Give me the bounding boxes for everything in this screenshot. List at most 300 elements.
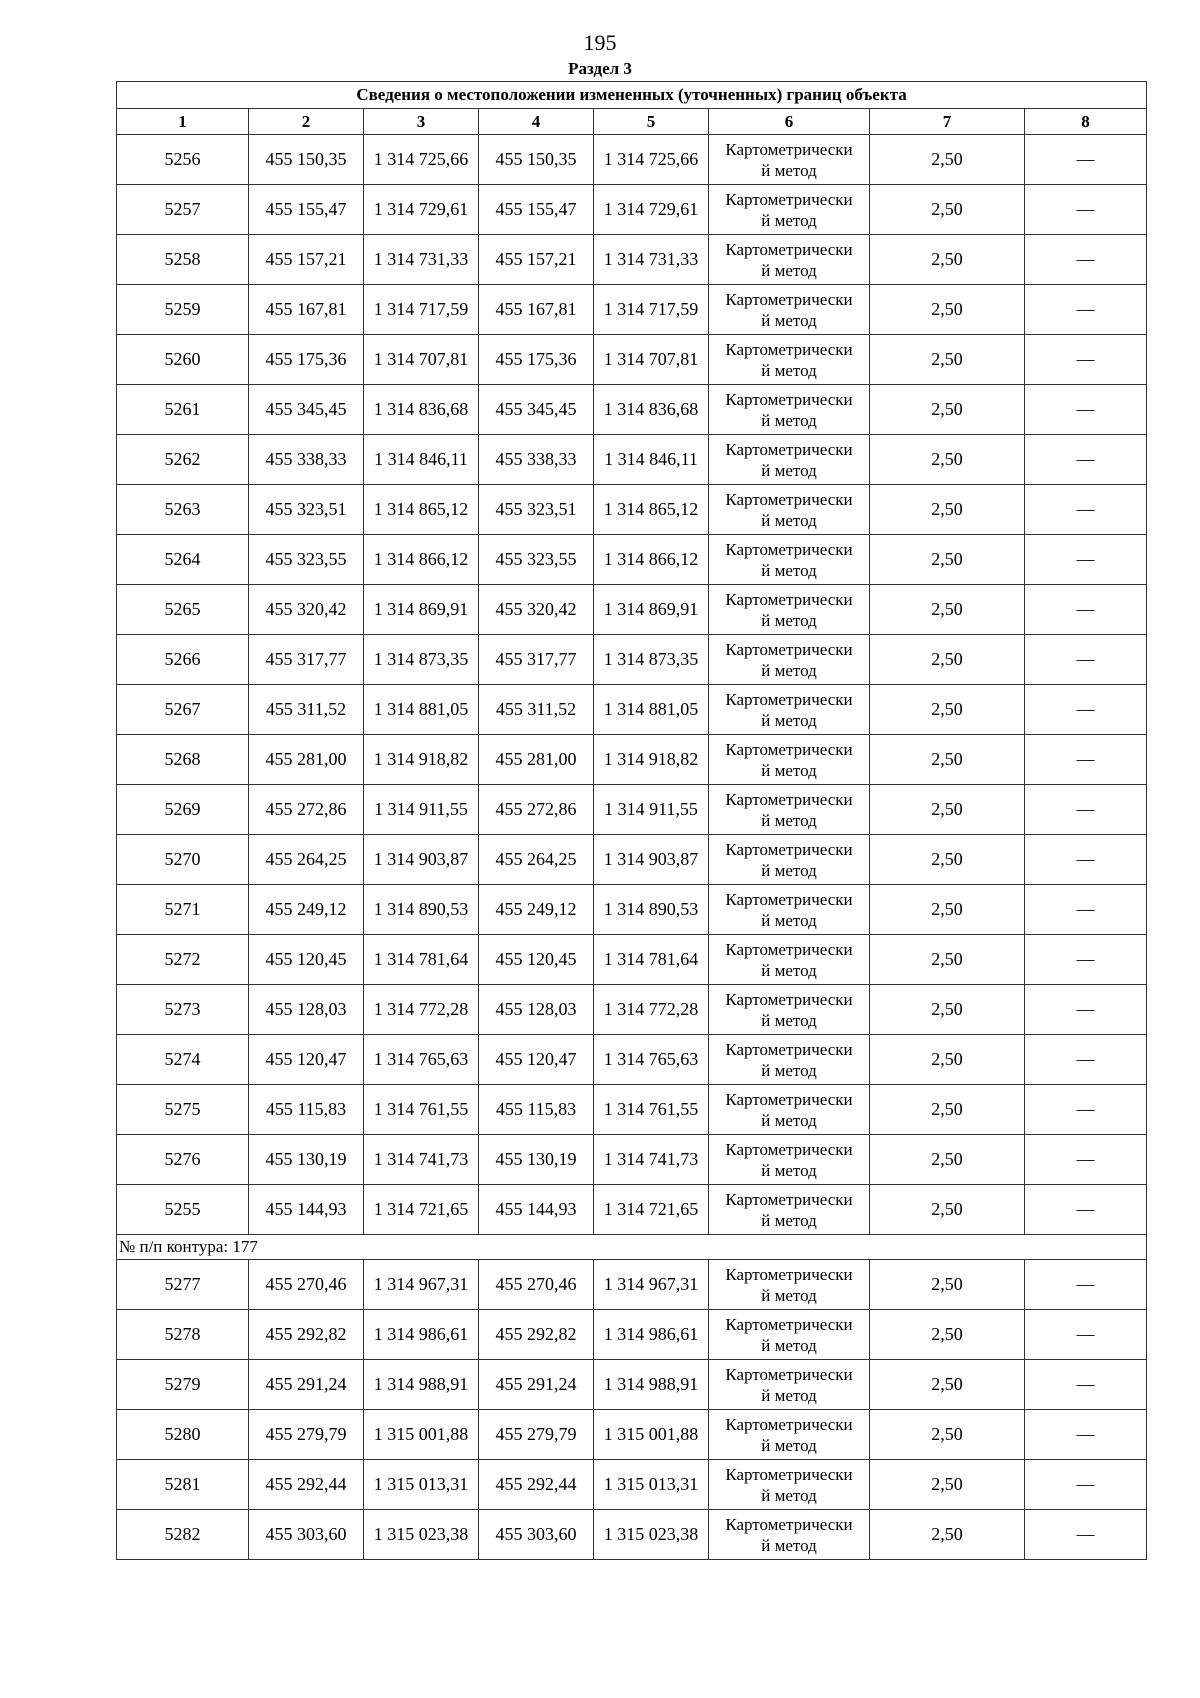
page-number: 195 bbox=[583, 30, 617, 55]
x-refined-cell: 455 150,35 bbox=[479, 135, 594, 185]
description-cell: — bbox=[1025, 1260, 1147, 1310]
method-cell bbox=[709, 285, 870, 335]
y-refined-cell: 1 314 903,87 bbox=[594, 835, 709, 885]
method-line: Картометрически bbox=[725, 489, 853, 509]
description-cell: — bbox=[1025, 1310, 1147, 1360]
accuracy-cell: 2,50 bbox=[870, 1035, 1025, 1085]
method-cell bbox=[709, 335, 870, 385]
description-cell: — bbox=[1025, 1135, 1147, 1185]
y-refined-cell: 1 314 717,59 bbox=[594, 285, 709, 335]
y-existing-cell: 1 314 765,63 bbox=[364, 1035, 479, 1085]
point-number-cell: 5281 bbox=[117, 1460, 249, 1510]
method-line: Картометрически bbox=[725, 639, 853, 659]
x-existing-cell: 455 323,55 bbox=[249, 535, 364, 585]
method-line: й метод bbox=[761, 1210, 817, 1230]
description-cell: — bbox=[1025, 1185, 1147, 1235]
column-number: 2 bbox=[249, 109, 364, 135]
method-line: Картометрически bbox=[725, 989, 853, 1009]
method-line: й метод bbox=[761, 460, 817, 480]
x-existing-cell: 455 338,33 bbox=[249, 435, 364, 485]
method-line: й метод bbox=[761, 860, 817, 880]
description-cell: — bbox=[1025, 235, 1147, 285]
table-row bbox=[117, 1035, 1147, 1085]
description-cell: — bbox=[1025, 185, 1147, 235]
y-refined-cell: 1 314 911,55 bbox=[594, 785, 709, 835]
x-refined-cell: 455 281,00 bbox=[479, 735, 594, 785]
x-refined-cell: 455 157,21 bbox=[479, 235, 594, 285]
x-refined-cell: 455 291,24 bbox=[479, 1360, 594, 1410]
y-refined-cell: 1 314 866,12 bbox=[594, 535, 709, 585]
point-number-cell: 5263 bbox=[117, 485, 249, 535]
y-refined-cell: 1 314 890,53 bbox=[594, 885, 709, 935]
method-cell bbox=[709, 1185, 870, 1235]
point-number-cell: 5276 bbox=[117, 1135, 249, 1185]
description-cell: — bbox=[1025, 1360, 1147, 1410]
method-line: Картометрически bbox=[725, 1139, 853, 1159]
x-refined-cell: 455 115,83 bbox=[479, 1085, 594, 1135]
description-cell: — bbox=[1025, 885, 1147, 935]
point-number-cell: 5266 bbox=[117, 635, 249, 685]
table-row bbox=[117, 785, 1147, 835]
table-row bbox=[117, 485, 1147, 535]
method-line: Картометрически bbox=[725, 1314, 853, 1334]
table-row bbox=[117, 1260, 1147, 1310]
method-line: й метод bbox=[761, 410, 817, 430]
point-number-cell: 5282 bbox=[117, 1510, 249, 1560]
method-cell bbox=[709, 585, 870, 635]
method-cell bbox=[709, 1510, 870, 1560]
x-existing-cell: 455 291,24 bbox=[249, 1360, 364, 1410]
accuracy-cell: 2,50 bbox=[870, 885, 1025, 935]
method-line: й метод bbox=[761, 1060, 817, 1080]
table-row bbox=[117, 285, 1147, 335]
x-refined-cell: 455 128,03 bbox=[479, 985, 594, 1035]
point-number-cell: 5267 bbox=[117, 685, 249, 735]
column-number: 3 bbox=[364, 109, 479, 135]
method-line: Картометрически bbox=[725, 1264, 853, 1284]
description-cell: — bbox=[1025, 485, 1147, 535]
x-refined-cell: 455 323,51 bbox=[479, 485, 594, 535]
x-refined-cell: 455 249,12 bbox=[479, 885, 594, 935]
y-refined-cell: 1 314 865,12 bbox=[594, 485, 709, 535]
column-number: 1 bbox=[117, 109, 249, 135]
method-line: й метод bbox=[761, 1385, 817, 1405]
table-row bbox=[117, 685, 1147, 735]
method-line: й метод bbox=[761, 710, 817, 730]
x-refined-cell: 455 130,19 bbox=[479, 1135, 594, 1185]
point-number-cell: 5274 bbox=[117, 1035, 249, 1085]
method-line: Картометрически bbox=[725, 1414, 853, 1434]
y-refined-cell: 1 314 869,91 bbox=[594, 585, 709, 635]
y-existing-cell: 1 314 781,64 bbox=[364, 935, 479, 985]
y-existing-cell: 1 314 873,35 bbox=[364, 635, 479, 685]
y-refined-cell: 1 314 836,68 bbox=[594, 385, 709, 435]
accuracy-cell: 2,50 bbox=[870, 185, 1025, 235]
method-line: й метод bbox=[761, 660, 817, 680]
description-cell: — bbox=[1025, 735, 1147, 785]
description-cell: — bbox=[1025, 1085, 1147, 1135]
description-cell: — bbox=[1025, 585, 1147, 635]
point-number-cell: 5255 bbox=[117, 1185, 249, 1235]
y-refined-cell: 1 314 918,82 bbox=[594, 735, 709, 785]
method-line: Картометрически bbox=[725, 739, 853, 759]
point-number-cell: 5258 bbox=[117, 235, 249, 285]
accuracy-cell: 2,50 bbox=[870, 1510, 1025, 1560]
table-row bbox=[117, 935, 1147, 985]
y-existing-cell: 1 314 721,65 bbox=[364, 1185, 479, 1235]
column-number: 6 bbox=[709, 109, 870, 135]
method-cell bbox=[709, 1135, 870, 1185]
y-refined-cell: 1 314 781,64 bbox=[594, 935, 709, 985]
table-row bbox=[117, 235, 1147, 285]
method-line: й метод bbox=[761, 1110, 817, 1130]
y-refined-cell: 1 314 986,61 bbox=[594, 1310, 709, 1360]
table-row bbox=[117, 535, 1147, 585]
x-refined-cell: 455 320,42 bbox=[479, 585, 594, 635]
y-refined-cell: 1 314 741,73 bbox=[594, 1135, 709, 1185]
contour-row bbox=[117, 1235, 1147, 1260]
method-line: й метод bbox=[761, 160, 817, 180]
accuracy-cell: 2,50 bbox=[870, 1310, 1025, 1360]
accuracy-cell: 2,50 bbox=[870, 1135, 1025, 1185]
method-line: й метод bbox=[761, 1010, 817, 1030]
accuracy-cell: 2,50 bbox=[870, 1360, 1025, 1410]
accuracy-cell: 2,50 bbox=[870, 1085, 1025, 1135]
method-line: й метод bbox=[761, 610, 817, 630]
y-existing-cell: 1 314 890,53 bbox=[364, 885, 479, 935]
y-existing-cell: 1 314 918,82 bbox=[364, 735, 479, 785]
x-refined-cell: 455 279,79 bbox=[479, 1410, 594, 1460]
table-row bbox=[117, 335, 1147, 385]
method-line: Картометрически bbox=[725, 389, 853, 409]
x-existing-cell: 455 272,86 bbox=[249, 785, 364, 835]
description-cell: — bbox=[1025, 1460, 1147, 1510]
method-line: й метод bbox=[761, 360, 817, 380]
x-existing-cell: 455 281,00 bbox=[249, 735, 364, 785]
x-refined-cell: 455 144,93 bbox=[479, 1185, 594, 1235]
method-cell bbox=[709, 985, 870, 1035]
method-line: й метод bbox=[761, 760, 817, 780]
point-number-cell: 5269 bbox=[117, 785, 249, 835]
description-cell: — bbox=[1025, 285, 1147, 335]
method-line: Картометрически bbox=[725, 1089, 853, 1109]
method-line: Картометрически bbox=[725, 539, 853, 559]
method-line: Картометрически bbox=[725, 1039, 853, 1059]
accuracy-cell: 2,50 bbox=[870, 285, 1025, 335]
method-line: Картометрически bbox=[725, 1514, 853, 1534]
y-refined-cell: 1 314 846,11 bbox=[594, 435, 709, 485]
table-row bbox=[117, 1410, 1147, 1460]
accuracy-cell: 2,50 bbox=[870, 385, 1025, 435]
table-row bbox=[117, 1135, 1147, 1185]
table-row bbox=[117, 1460, 1147, 1510]
accuracy-cell: 2,50 bbox=[870, 235, 1025, 285]
point-number-cell: 5257 bbox=[117, 185, 249, 235]
table-row bbox=[117, 735, 1147, 785]
point-number-cell: 5268 bbox=[117, 735, 249, 785]
method-line: й метод bbox=[761, 960, 817, 980]
y-existing-cell: 1 314 988,91 bbox=[364, 1360, 479, 1410]
x-refined-cell: 455 167,81 bbox=[479, 285, 594, 335]
point-number-cell: 5279 bbox=[117, 1360, 249, 1410]
column-number: 8 bbox=[1025, 109, 1147, 135]
x-refined-cell: 455 303,60 bbox=[479, 1510, 594, 1560]
y-existing-cell: 1 314 865,12 bbox=[364, 485, 479, 535]
description-cell: — bbox=[1025, 1035, 1147, 1085]
point-number-cell: 5270 bbox=[117, 835, 249, 885]
method-cell bbox=[709, 1460, 870, 1510]
point-number-cell: 5261 bbox=[117, 385, 249, 435]
y-refined-cell: 1 314 761,55 bbox=[594, 1085, 709, 1135]
method-line: Картометрически bbox=[725, 889, 853, 909]
y-existing-cell: 1 315 001,88 bbox=[364, 1410, 479, 1460]
x-existing-cell: 455 155,47 bbox=[249, 185, 364, 235]
method-line: й метод bbox=[761, 1160, 817, 1180]
method-cell bbox=[709, 1260, 870, 1310]
accuracy-cell: 2,50 bbox=[870, 935, 1025, 985]
x-refined-cell: 455 175,36 bbox=[479, 335, 594, 385]
method-line: Картометрически bbox=[725, 239, 853, 259]
method-line: й метод bbox=[761, 560, 817, 580]
x-existing-cell: 455 130,19 bbox=[249, 1135, 364, 1185]
y-existing-cell: 1 314 717,59 bbox=[364, 285, 479, 335]
table-row bbox=[117, 585, 1147, 635]
accuracy-cell: 2,50 bbox=[870, 535, 1025, 585]
method-line: й метод bbox=[761, 1335, 817, 1355]
method-cell bbox=[709, 1085, 870, 1135]
method-line: Картометрически bbox=[725, 589, 853, 609]
method-line: Картометрически bbox=[725, 289, 853, 309]
method-line: Картометрически bbox=[725, 139, 853, 159]
y-existing-cell: 1 314 731,33 bbox=[364, 235, 479, 285]
y-refined-cell: 1 314 873,35 bbox=[594, 635, 709, 685]
x-existing-cell: 455 317,77 bbox=[249, 635, 364, 685]
y-refined-cell: 1 314 967,31 bbox=[594, 1260, 709, 1310]
y-existing-cell: 1 315 013,31 bbox=[364, 1460, 479, 1510]
method-cell bbox=[709, 1360, 870, 1410]
method-line: й метод bbox=[761, 1435, 817, 1455]
y-refined-cell: 1 315 013,31 bbox=[594, 1460, 709, 1510]
table-row bbox=[117, 635, 1147, 685]
method-cell bbox=[709, 685, 870, 735]
table-row bbox=[117, 185, 1147, 235]
accuracy-cell: 2,50 bbox=[870, 685, 1025, 735]
method-line: Картометрически bbox=[725, 1189, 853, 1209]
accuracy-cell: 2,50 bbox=[870, 485, 1025, 535]
accuracy-cell: 2,50 bbox=[870, 135, 1025, 185]
y-refined-cell: 1 314 707,81 bbox=[594, 335, 709, 385]
accuracy-cell: 2,50 bbox=[870, 835, 1025, 885]
column-number: 5 bbox=[594, 109, 709, 135]
table-row bbox=[117, 885, 1147, 935]
accuracy-cell: 2,50 bbox=[870, 335, 1025, 385]
table-row bbox=[117, 1360, 1147, 1410]
column-number: 7 bbox=[870, 109, 1025, 135]
x-existing-cell: 455 279,79 bbox=[249, 1410, 364, 1460]
boundary-coordinates-table bbox=[116, 81, 1147, 1560]
description-cell: — bbox=[1025, 935, 1147, 985]
table-row bbox=[117, 135, 1147, 185]
point-number-cell: 5262 bbox=[117, 435, 249, 485]
method-cell bbox=[709, 1310, 870, 1360]
description-cell: — bbox=[1025, 785, 1147, 835]
y-existing-cell: 1 314 911,55 bbox=[364, 785, 479, 835]
x-existing-cell: 455 303,60 bbox=[249, 1510, 364, 1560]
method-cell bbox=[709, 885, 870, 935]
method-line: й метод bbox=[761, 1535, 817, 1555]
accuracy-cell: 2,50 bbox=[870, 785, 1025, 835]
point-number-cell: 5260 bbox=[117, 335, 249, 385]
method-line: Картометрически bbox=[725, 339, 853, 359]
accuracy-cell: 2,50 bbox=[870, 435, 1025, 485]
method-line: Картометрически bbox=[725, 1364, 853, 1384]
table-row bbox=[117, 985, 1147, 1035]
x-existing-cell: 455 144,93 bbox=[249, 1185, 364, 1235]
x-existing-cell: 455 120,45 bbox=[249, 935, 364, 985]
description-cell: — bbox=[1025, 535, 1147, 585]
description-cell: — bbox=[1025, 385, 1147, 435]
y-existing-cell: 1 314 986,61 bbox=[364, 1310, 479, 1360]
y-existing-cell: 1 314 881,05 bbox=[364, 685, 479, 735]
method-line: й метод bbox=[761, 1285, 817, 1305]
point-number-cell: 5272 bbox=[117, 935, 249, 985]
x-refined-cell: 455 338,33 bbox=[479, 435, 594, 485]
point-number-cell: 5271 bbox=[117, 885, 249, 935]
x-existing-cell: 455 323,51 bbox=[249, 485, 364, 535]
y-existing-cell: 1 314 836,68 bbox=[364, 385, 479, 435]
y-existing-cell: 1 314 707,81 bbox=[364, 335, 479, 385]
point-number-cell: 5277 bbox=[117, 1260, 249, 1310]
table-caption: Сведения о местоположении измененных (уточненных) границ объекта bbox=[117, 82, 1147, 109]
method-cell bbox=[709, 785, 870, 835]
y-existing-cell: 1 315 023,38 bbox=[364, 1510, 479, 1560]
x-existing-cell: 455 292,44 bbox=[249, 1460, 364, 1510]
y-refined-cell: 1 314 729,61 bbox=[594, 185, 709, 235]
description-cell: — bbox=[1025, 135, 1147, 185]
y-refined-cell: 1 314 988,91 bbox=[594, 1360, 709, 1410]
method-cell bbox=[709, 935, 870, 985]
y-refined-cell: 1 315 023,38 bbox=[594, 1510, 709, 1560]
x-existing-cell: 455 345,45 bbox=[249, 385, 364, 435]
accuracy-cell: 2,50 bbox=[870, 635, 1025, 685]
point-number-cell: 5256 bbox=[117, 135, 249, 185]
method-cell bbox=[709, 835, 870, 885]
x-refined-cell: 455 120,45 bbox=[479, 935, 594, 985]
method-line: й метод bbox=[761, 260, 817, 280]
point-number-cell: 5259 bbox=[117, 285, 249, 335]
x-existing-cell: 455 249,12 bbox=[249, 885, 364, 935]
table-row bbox=[117, 1185, 1147, 1235]
accuracy-cell: 2,50 bbox=[870, 985, 1025, 1035]
accuracy-cell: 2,50 bbox=[870, 1410, 1025, 1460]
y-existing-cell: 1 314 761,55 bbox=[364, 1085, 479, 1135]
description-cell: — bbox=[1025, 1510, 1147, 1560]
method-cell bbox=[709, 135, 870, 185]
accuracy-cell: 2,50 bbox=[870, 1260, 1025, 1310]
method-line: Картометрически bbox=[725, 789, 853, 809]
y-refined-cell: 1 315 001,88 bbox=[594, 1410, 709, 1460]
y-existing-cell: 1 314 729,61 bbox=[364, 185, 479, 235]
x-existing-cell: 455 115,83 bbox=[249, 1085, 364, 1135]
table-row bbox=[117, 1510, 1147, 1560]
x-existing-cell: 455 311,52 bbox=[249, 685, 364, 735]
section-title: Раздел 3 bbox=[568, 59, 632, 78]
y-existing-cell: 1 314 725,66 bbox=[364, 135, 479, 185]
accuracy-cell: 2,50 bbox=[870, 1460, 1025, 1510]
y-existing-cell: 1 314 846,11 bbox=[364, 435, 479, 485]
x-refined-cell: 455 155,47 bbox=[479, 185, 594, 235]
y-refined-cell: 1 314 725,66 bbox=[594, 135, 709, 185]
method-line: Картометрически bbox=[725, 1464, 853, 1484]
x-refined-cell: 455 323,55 bbox=[479, 535, 594, 585]
x-refined-cell: 455 345,45 bbox=[479, 385, 594, 435]
y-existing-cell: 1 314 903,87 bbox=[364, 835, 479, 885]
description-cell: — bbox=[1025, 335, 1147, 385]
y-existing-cell: 1 314 869,91 bbox=[364, 585, 479, 635]
method-cell bbox=[709, 235, 870, 285]
method-cell bbox=[709, 1410, 870, 1460]
method-line: й метод bbox=[761, 510, 817, 530]
method-cell bbox=[709, 485, 870, 535]
y-existing-cell: 1 314 741,73 bbox=[364, 1135, 479, 1185]
point-number-cell: 5273 bbox=[117, 985, 249, 1035]
method-line: Картометрически bbox=[725, 439, 853, 459]
method-cell bbox=[709, 735, 870, 785]
x-existing-cell: 455 175,36 bbox=[249, 335, 364, 385]
y-existing-cell: 1 314 772,28 bbox=[364, 985, 479, 1035]
x-existing-cell: 455 320,42 bbox=[249, 585, 364, 635]
y-refined-cell: 1 314 881,05 bbox=[594, 685, 709, 735]
accuracy-cell: 2,50 bbox=[870, 735, 1025, 785]
table-row bbox=[117, 1310, 1147, 1360]
x-existing-cell: 455 120,47 bbox=[249, 1035, 364, 1085]
y-refined-cell: 1 314 721,65 bbox=[594, 1185, 709, 1235]
method-line: Картометрически bbox=[725, 189, 853, 209]
description-cell: — bbox=[1025, 835, 1147, 885]
method-cell bbox=[709, 535, 870, 585]
x-refined-cell: 455 272,86 bbox=[479, 785, 594, 835]
accuracy-cell: 2,50 bbox=[870, 1185, 1025, 1235]
point-number-cell: 5264 bbox=[117, 535, 249, 585]
point-number-cell: 5265 bbox=[117, 585, 249, 635]
method-line: й метод bbox=[761, 1485, 817, 1505]
x-existing-cell: 455 150,35 bbox=[249, 135, 364, 185]
x-existing-cell: 455 128,03 bbox=[249, 985, 364, 1035]
x-refined-cell: 455 264,25 bbox=[479, 835, 594, 885]
x-existing-cell: 455 167,81 bbox=[249, 285, 364, 335]
method-cell bbox=[709, 1035, 870, 1085]
method-cell bbox=[709, 185, 870, 235]
method-line: Картометрически bbox=[725, 689, 853, 709]
point-number-cell: 5275 bbox=[117, 1085, 249, 1135]
point-number-cell: 5280 bbox=[117, 1410, 249, 1460]
y-refined-cell: 1 314 772,28 bbox=[594, 985, 709, 1035]
contour-label: № п/п контура: 177 bbox=[117, 1235, 1147, 1260]
table-body bbox=[117, 135, 1147, 1560]
method-cell bbox=[709, 385, 870, 435]
method-cell bbox=[709, 435, 870, 485]
method-line: й метод bbox=[761, 310, 817, 330]
x-existing-cell: 455 157,21 bbox=[249, 235, 364, 285]
description-cell: — bbox=[1025, 435, 1147, 485]
column-number-row bbox=[117, 109, 1147, 135]
accuracy-cell: 2,50 bbox=[870, 585, 1025, 635]
method-line: Картометрически bbox=[725, 839, 853, 859]
y-refined-cell: 1 314 765,63 bbox=[594, 1035, 709, 1085]
x-refined-cell: 455 270,46 bbox=[479, 1260, 594, 1310]
x-refined-cell: 455 311,52 bbox=[479, 685, 594, 735]
table-row bbox=[117, 835, 1147, 885]
